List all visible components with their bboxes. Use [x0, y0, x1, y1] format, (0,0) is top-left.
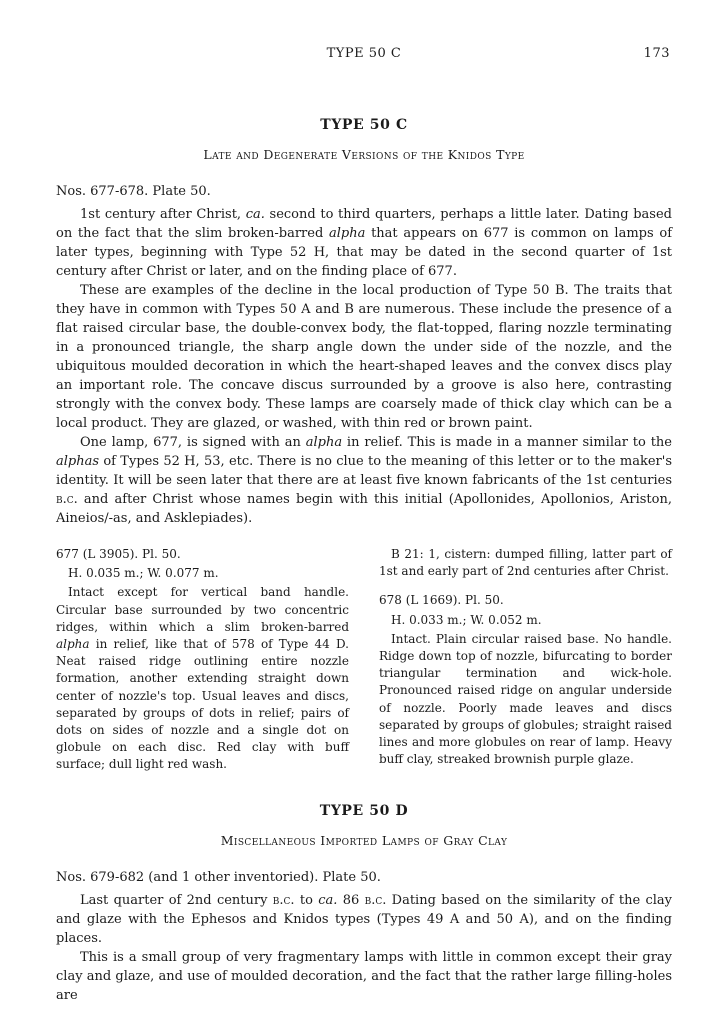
text-run: and after Christ whose names begin with this initial (Apollonides, Apollonios, Ariston, Aineios/-as, and Asklepiades). — [56, 492, 672, 526]
paragraph-alpha-signature — [56, 433, 672, 528]
catalog-entries — [56, 546, 672, 774]
text-run: Intact except for vertical band handle. Circular base surrounded by two concentric ridges, within which a slim broken-barred — [56, 585, 349, 634]
italic-alpha: alpha — [56, 637, 90, 652]
smallcaps-bc: b.c. — [56, 492, 78, 507]
text-run: Last quarter of 2nd century — [80, 892, 273, 908]
entry-678-description: Intact. Plain circular raised base. No handle. Ridge down top of nozzle, bifurcating to border triangular termination and wick-hole. Pronounced raised ridge on angular underside of nozzle. Poorly made leaves and discs separated by groups of globules; straight raised lines and more globules on rear of lamp. Heavy buff clay, streaked brownish purple glaze. — [379, 631, 672, 767]
smallcaps-bc: b.c. — [272, 892, 295, 908]
page-body — [56, 116, 672, 1005]
text-run: in relief. This is made in a manner similar to the — [342, 435, 672, 450]
text-run: Dating based on the similarity of the clay and glaze with the Ephesos and Knidos types (Types 49 A and 50 A), and on the finding places. — [56, 892, 672, 946]
text-run: 1st century after Christ, — [80, 207, 246, 222]
catalog-column-left — [56, 546, 349, 774]
italic-alpha: alpha — [305, 435, 343, 450]
catalog-column-right — [379, 546, 672, 774]
running-header-title: TYPE 50 C — [326, 46, 402, 61]
italic-ca: ca. — [318, 892, 338, 908]
entry-678-dimensions: H. 0.033 m.; W. 0.052 m. — [391, 612, 542, 627]
entry-678-heading: 678 (L 1669). Pl. 50. — [379, 593, 504, 608]
text-run: to — [294, 892, 319, 908]
paragraph-dating-50d — [56, 891, 672, 948]
paragraph-decline-50c: These are examples of the decline in the local production of Type 50 B. The traits that they have in common with Types 50 A and B are numerous. These include the presence of a flat raised circular base, the double-convex body, the flat-topped, flaring nozzle terminating in a pronounced triangle, the sharp angle down the under side of the nozzle, and the ubiquitous moulded decoration in which the heart-shaped leaves and the convex discs play an important role. The concave discus surrounded by a groove is also here, contrasting strongly with the convex body. These lamps are coarsely made of thick clay which can be a local product. They are glazed, or washed, with thin red or brown paint. — [56, 283, 672, 431]
section-title-type-50d: TYPE 50 D — [319, 802, 409, 819]
text-run: second to third quarters, perhaps a little later. Dating based on the fact that the slim broken-barred — [56, 207, 672, 241]
italic-alphas: alphas — [56, 454, 100, 469]
nos-line-677-678: Nos. 677-678. Plate 50. — [56, 184, 211, 199]
smallcaps-bc: b.c. — [364, 892, 387, 908]
italic-ca: ca. — [245, 207, 265, 222]
italic-alpha: alpha — [329, 226, 366, 241]
text-run: in relief, like that of 578 of Type 44 D. Neat raised ridge outlining entire nozzle formation, another extending straight down center of nozzle's top. Usual leaves and discs, separated by groups of dots in relief; pairs of dots on sides of nozzle and a single dot on globule on each disc. Red clay with buff surface; dull light red wash. — [56, 637, 349, 772]
nos-line-679-682: Nos. 679-682 (and 1 other inventoried). Plate 50. — [56, 869, 381, 885]
entry-677-heading: 677 (L 3905). Pl. 50. — [56, 547, 181, 561]
entry-677-description — [56, 584, 349, 773]
text-run: that appears on 677 is common on lamps of later types, beginning with Type 52 H, that may be dated in the second quarter of 1st century after Christ or later, and on the finding place of 677. — [56, 226, 673, 279]
page-number: 173 — [643, 46, 670, 61]
entry-677-context: B 21: 1, cistern: dumped filling, latter part of 1st and early part of 2nd centuries after Christ. — [379, 547, 672, 579]
section-title-type-50c: TYPE 50 C — [320, 117, 408, 133]
entry-677-dimensions: H. 0.035 m.; W. 0.077 m. — [68, 566, 219, 581]
paragraph-gray-clay-group: This is a small group of very fragmentary lamps with little in common except their gray clay and glaze, and use of moulded decoration, and the fact that the rather large filling-holes are — [56, 949, 672, 1003]
section-subtitle-type-50d: Miscellaneous Imported Lamps of Gray Clay — [220, 832, 508, 848]
text-run: One lamp, 677, is signed with an — [80, 435, 306, 450]
text-run: of Types 52 H, 53, etc. There is no clue to the meaning of this letter or to the maker's identity. It will be seen later that there are at least five known fabricants of the 1st centuries — [56, 454, 672, 488]
text-run: 86 — [337, 892, 365, 908]
section-subtitle-type-50c: Late and Degenerate Versions of the Knidos Type — [203, 147, 525, 162]
paragraph-dating-50c — [56, 205, 672, 281]
